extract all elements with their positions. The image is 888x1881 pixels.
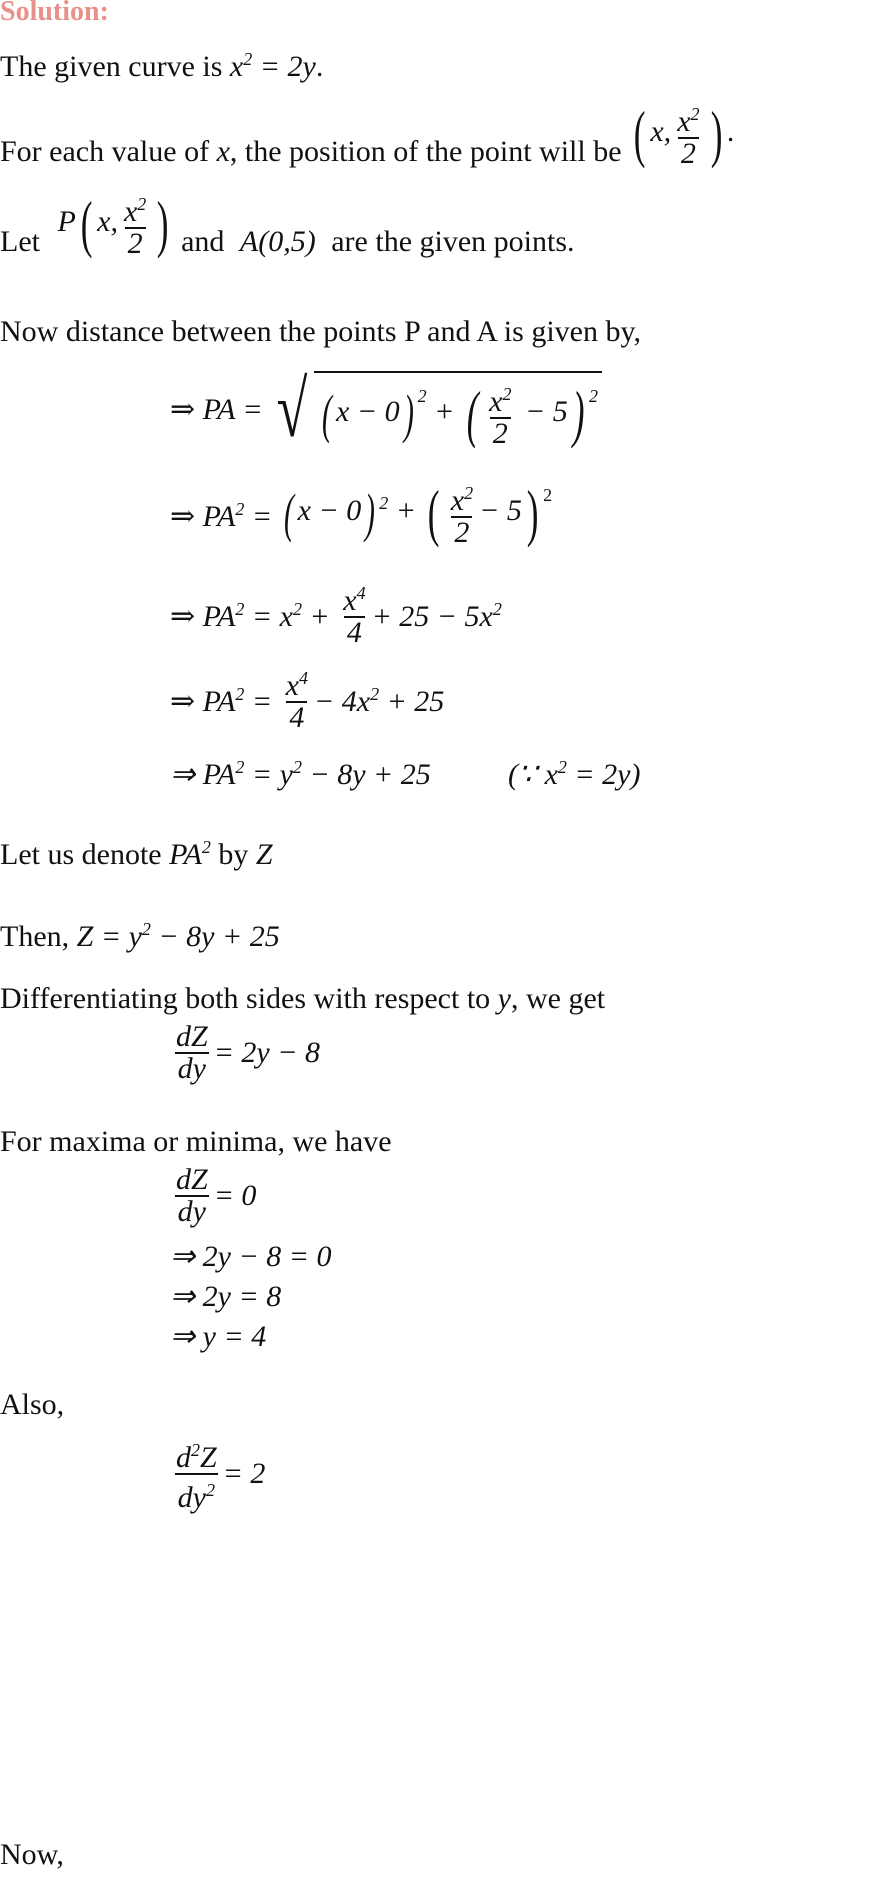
- eq-pa-sqrt: ⇒ PA = √ ( x − 0) $^2$ + ( $\frac{x^2}{2}$ − 5) $^2$: [170, 370, 602, 450]
- eq-step-1: ⇒ 2y − 8 = 0: [170, 1240, 332, 1273]
- eq-derivative-zero: $\frac{dZ}{dy}$ = 0: [176, 1163, 257, 1228]
- maxima-minima-line: For maxima or minima, we have: [0, 1125, 392, 1158]
- eq-pa-squared-3: ⇒ $PA^2$ = $\frac{x^4}{4}$ − $4x^2 + 25$: [170, 668, 445, 734]
- eq-step-2: ⇒ 2y = 8: [170, 1280, 282, 1313]
- curve-equation: $x^2 = 2y$: [229, 49, 316, 83]
- eq-pa-squared-in-y: ⇒ $PA^2 = y^2 - 8y + 25$: [170, 757, 431, 791]
- because-note: (∵ $x^2 = 2y$): [508, 757, 641, 791]
- eq-first-derivative: $\frac{dZ}{dy}$ = 2y − 8: [176, 1020, 320, 1085]
- also-line: Also,: [0, 1388, 65, 1421]
- given-curve-line: The given curve is $x^2 = 2y$.: [0, 49, 324, 83]
- distance-intro: Now distance between the points P and A is given by,: [0, 315, 642, 348]
- denote-line: Let us denote $PA^2$ by Z: [0, 837, 273, 871]
- differentiating-line: Differentiating both sides with respect to y, we get: [0, 982, 606, 1015]
- let-points-line: Let P( x, $\frac{x^2}{2}$ ) and A(0,5) are the given points.: [0, 188, 575, 261]
- now-line: Now,: [0, 1838, 64, 1871]
- eq-pa-squared-2: ⇒ $PA^2 = x^2$ + $\frac{x^4}{4}$ + $25 - 5x^2$: [170, 583, 502, 649]
- point-a: A(0,5): [239, 225, 316, 258]
- point-expression: ( x, $\frac{x^2}{2}$ ) .: [633, 98, 735, 171]
- then-line: Then, $Z = y^2 - 8y + 25$: [0, 919, 280, 953]
- eq-second-derivative: $\frac{d^2Z}{dy^2}$ = 2: [176, 1440, 266, 1514]
- point-p-expression: P( x, $\frac{x^2}{2}$ ): [57, 188, 169, 261]
- position-line: For each value of x, the position of the point will be ( x, $\frac{x^2}{2}$ ) .: [0, 98, 735, 171]
- eq-step-3: ⇒ y = 4: [170, 1320, 267, 1353]
- eq-pa-squared-1: ⇒ $PA^2$ = ( x − 0) $^2$ + ( $\frac{x^2}{2}$ − 5) $^2$: [170, 477, 553, 549]
- solution-heading: Solution:: [0, 0, 109, 27]
